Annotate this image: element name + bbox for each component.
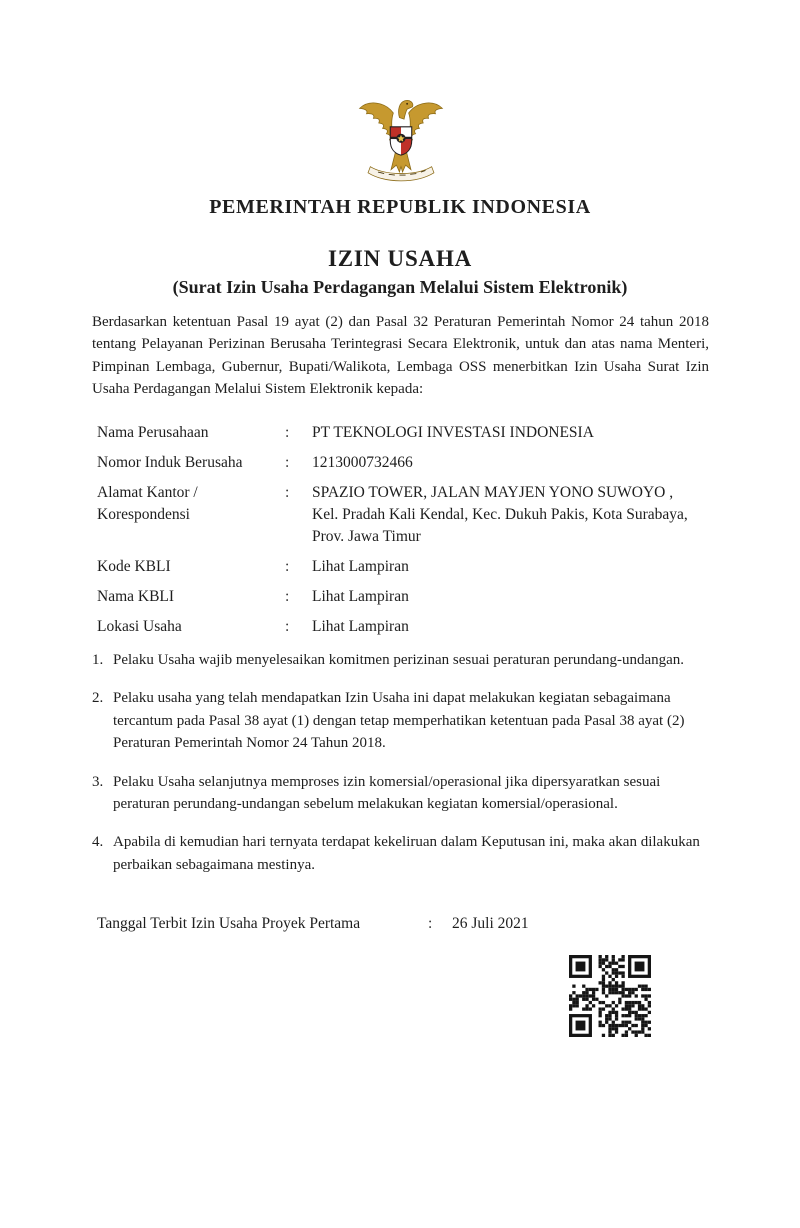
item-number: 3.: [92, 773, 104, 790]
issue-date-label: Tanggal Terbit Izin Usaha Proyek Pertama: [97, 915, 361, 932]
issue-date-value: 26 Juli 2021: [452, 915, 529, 932]
license-fields: [97, 422, 708, 646]
field-separator: :: [285, 558, 290, 575]
field-nomor-induk-berusaha: [97, 452, 708, 474]
field-label: Nomor Induk Berusaha: [97, 454, 243, 471]
intro-paragraph: Berdasarkan ketentuan Pasal 19 ayat (2) dan Pasal 32 Peraturan Pemerintah Nomor 24 tahun 2018 tentang Pelayanan Perizinan Berusaha Terintegrasi Secara Elektronik, untuk dan atas nama Menteri, Pimpinan Lembaga, Gubernur, Bupati/Walikota, Lembaga OSS menerbitkan Izin Usaha Surat Izin Usaha Perdagangan Melalui Sistem Elektronik kepada:: [92, 314, 709, 398]
list-item: [92, 649, 710, 671]
provisions-list: [92, 649, 710, 892]
field-nama-kbli: [97, 586, 708, 608]
list-item: [92, 687, 710, 754]
address-line: Kel. Pradah Kali Kendal, Kec. Dukuh Pakis, Kota Surabaya,: [312, 506, 688, 523]
field-separator: :: [285, 424, 290, 441]
field-separator: :: [285, 588, 290, 605]
issue-date-row: [97, 913, 708, 935]
field-separator: :: [285, 454, 290, 471]
government-title: PEMERINTAH REPUBLIK INDONESIA: [209, 196, 591, 218]
field-label: Kode KBLI: [97, 558, 171, 575]
field-nama-perusahaan: [97, 422, 708, 444]
document-subtitle: (Surat Izin Usaha Perdagangan Melalui Sistem Elektronik): [172, 277, 628, 297]
list-item: [92, 771, 710, 816]
field-separator: :: [285, 618, 290, 635]
issue-date-separator: :: [428, 915, 433, 932]
field-value: [312, 482, 708, 548]
address-line: SPAZIO TOWER, JALAN MAYJEN YONO SUWOYO ,: [312, 484, 674, 501]
field-kode-kbli: [97, 556, 708, 578]
address-line: Prov. Jawa Timur: [312, 528, 421, 545]
field-lokasi-usaha: [97, 616, 708, 638]
item-text: Pelaku Usaha wajib menyelesaikan komitmen perizinan sesuai peraturan perundang-undangan.: [113, 652, 685, 668]
document-title: IZIN USAHA: [327, 246, 473, 271]
field-value: Lihat Lampiran: [312, 618, 409, 635]
field-label: Lokasi Usaha: [97, 618, 182, 635]
field-alamat-kantor: [97, 482, 708, 548]
field-value: PT TEKNOLOGI INVESTASI INDONESIA: [312, 424, 594, 441]
item-text: Pelaku Usaha selanjutnya memproses izin komersial/operasional jika dipersyaratkan sesuai peraturan perundang-undangan sebelum melakukan kegiatan komersial/operasional.: [113, 773, 661, 813]
garuda-pancasila-emblem: [355, 90, 447, 190]
field-separator: :: [285, 484, 290, 501]
item-number: 2.: [92, 690, 104, 707]
item-text: Apabila di kemudian hari ternyata terdapat kekeliruan dalam Keputusan ini, maka akan dilakukan perbaikan sebagaimana mestinya.: [113, 834, 700, 873]
field-value: Lihat Lampiran: [312, 588, 409, 605]
item-number: 1.: [92, 652, 104, 668]
field-value: 1213000732466: [312, 454, 413, 471]
field-label: Nama KBLI: [97, 588, 175, 605]
item-text: Pelaku usaha yang telah mendapatkan Izin Usaha ini dapat melakukan kegiatan sebagaimana tercantum pada Pasal 38 ayat (1) dengan tetap memperhatikan ketentuan pada Pasal 38 ayat (2) Peraturan Pemerintah Nomor 24 Tahun 2018.: [113, 690, 685, 752]
field-label: Nama Perusahaan: [97, 424, 209, 441]
field-value: Lihat Lampiran: [312, 558, 409, 575]
item-number: 4.: [92, 834, 104, 851]
qr-code: [569, 955, 651, 1037]
list-item: [92, 831, 710, 876]
field-label: Alamat Kantor / Korespondensi: [97, 484, 198, 523]
